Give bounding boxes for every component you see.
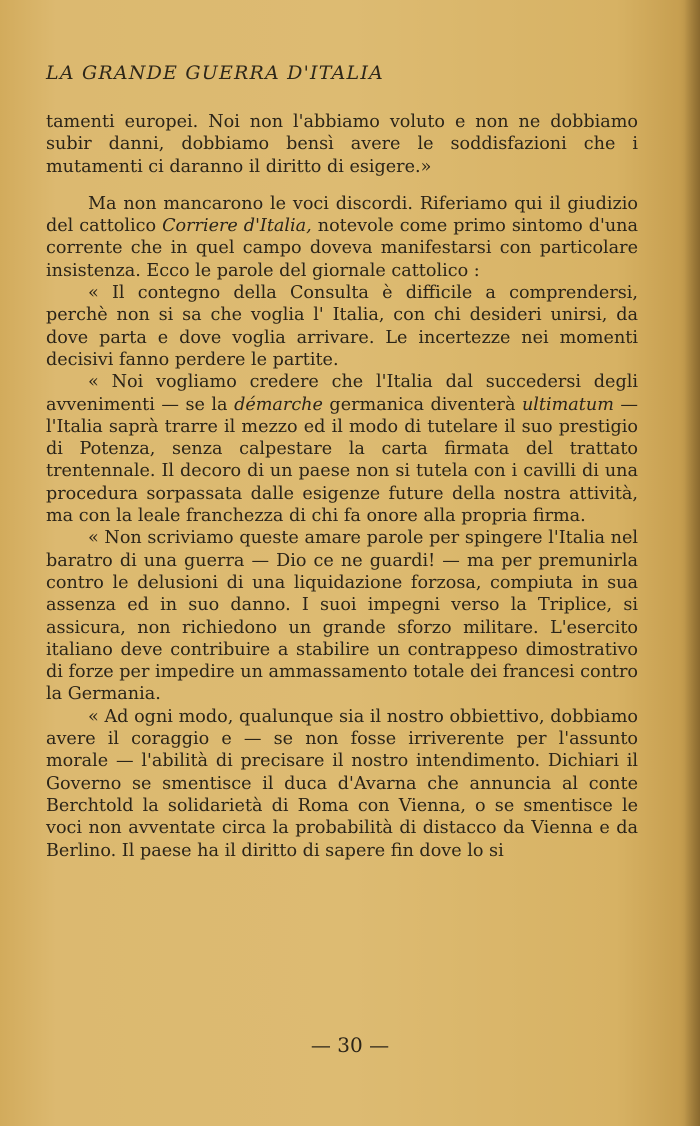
- text-run: « Noi vogliamo credere che l'Italia dal succedersi degli avvenimenti — se la: [46, 372, 638, 415]
- paragraph: [46, 706, 638, 862]
- page-edge-shadow: [684, 0, 700, 1126]
- italic-text: ultimatum: [521, 394, 614, 415]
- page-number: — 30 —: [310, 1033, 390, 1057]
- paragraph: [46, 282, 638, 371]
- body-text: [46, 111, 638, 862]
- text-run: « Il contegno della Consulta è difficile a comprendersi, perchè non si sa che voglia l' Italia, con chi desideri unirsi, da dove parta e dove voglia arrivare. Le incertezze nei momenti decisivi fanno perdere le partite.: [46, 283, 638, 370]
- paragraph: [46, 371, 638, 527]
- text-run: « Ad ogni modo, qualunque sia il nostro obbiettivo, dobbiamo avere il coraggio e — se non fosse irriverente per l'assunto morale — l'abilità di precisare il nostro intendimento. Dichiari il Governo se smentisce il duca d'Avarna che annuncia al conte Berchtold la solidarietà di Roma con Vienna, o se smentisce le voci non avventate circa la probabilità di distacco da Vienna e da Berlino. Il paese ha il diritto di sapere fin dove lo si: [46, 706, 638, 861]
- running-head: LA GRANDE GUERRA D'ITALIA: [46, 62, 384, 84]
- italic-text: démarche: [234, 394, 323, 415]
- italic-text: Corriere d'Italia,: [162, 216, 312, 237]
- paragraph: [46, 193, 638, 282]
- text-run: notevole come primo sintomo d'una corrente che in quel campo doveva manifestarsi con particolare insistenza. Ecco le parole del giornale cattolico :: [46, 216, 639, 281]
- paragraph: [46, 111, 638, 178]
- text-run: Ma non mancarono le voci discordi. Riferiamo qui il giudizio del cattolico: [46, 193, 638, 237]
- paragraph: [46, 527, 638, 705]
- text-run: — l'Italia saprà trarre il mezzo ed il modo di tutelare il suo prestigio di Potenza, senza calpestare la carta firmata del trattato trentennale. Il decoro di un paese non si tutela con i cavilli di una procedura sorpassata dalle esigenze future della nostra attività, ma con la leale franchezza di chi fa onore alla propria firma.: [46, 394, 638, 527]
- text-run: germanica diventerà: [322, 394, 522, 415]
- text-run: « Non scriviamo queste amare parole per spingere l'Italia nel baratro di una guerra — Dio ce ne guardi! — ma per premunirla contro le delusioni di una liquidazione forzosa, compiuta in sua assenza ed in suo danno. I suoi impegni verso la Triplice, si assicura, non richiedono un grande sforzo militare. L'esercito italiano deve contribuire a stabilire un contrappeso dimostrativo di forze per impedire un ammassamento totale dei francesi contro la Germania.: [46, 528, 638, 705]
- text-run: tamenti europei. Noi non l'abbiamo voluto e non ne dobbiamo subir danni, dobbiamo bensì avere le soddisfazioni che i mutamenti ci daranno il diritto di esigere.»: [46, 112, 638, 177]
